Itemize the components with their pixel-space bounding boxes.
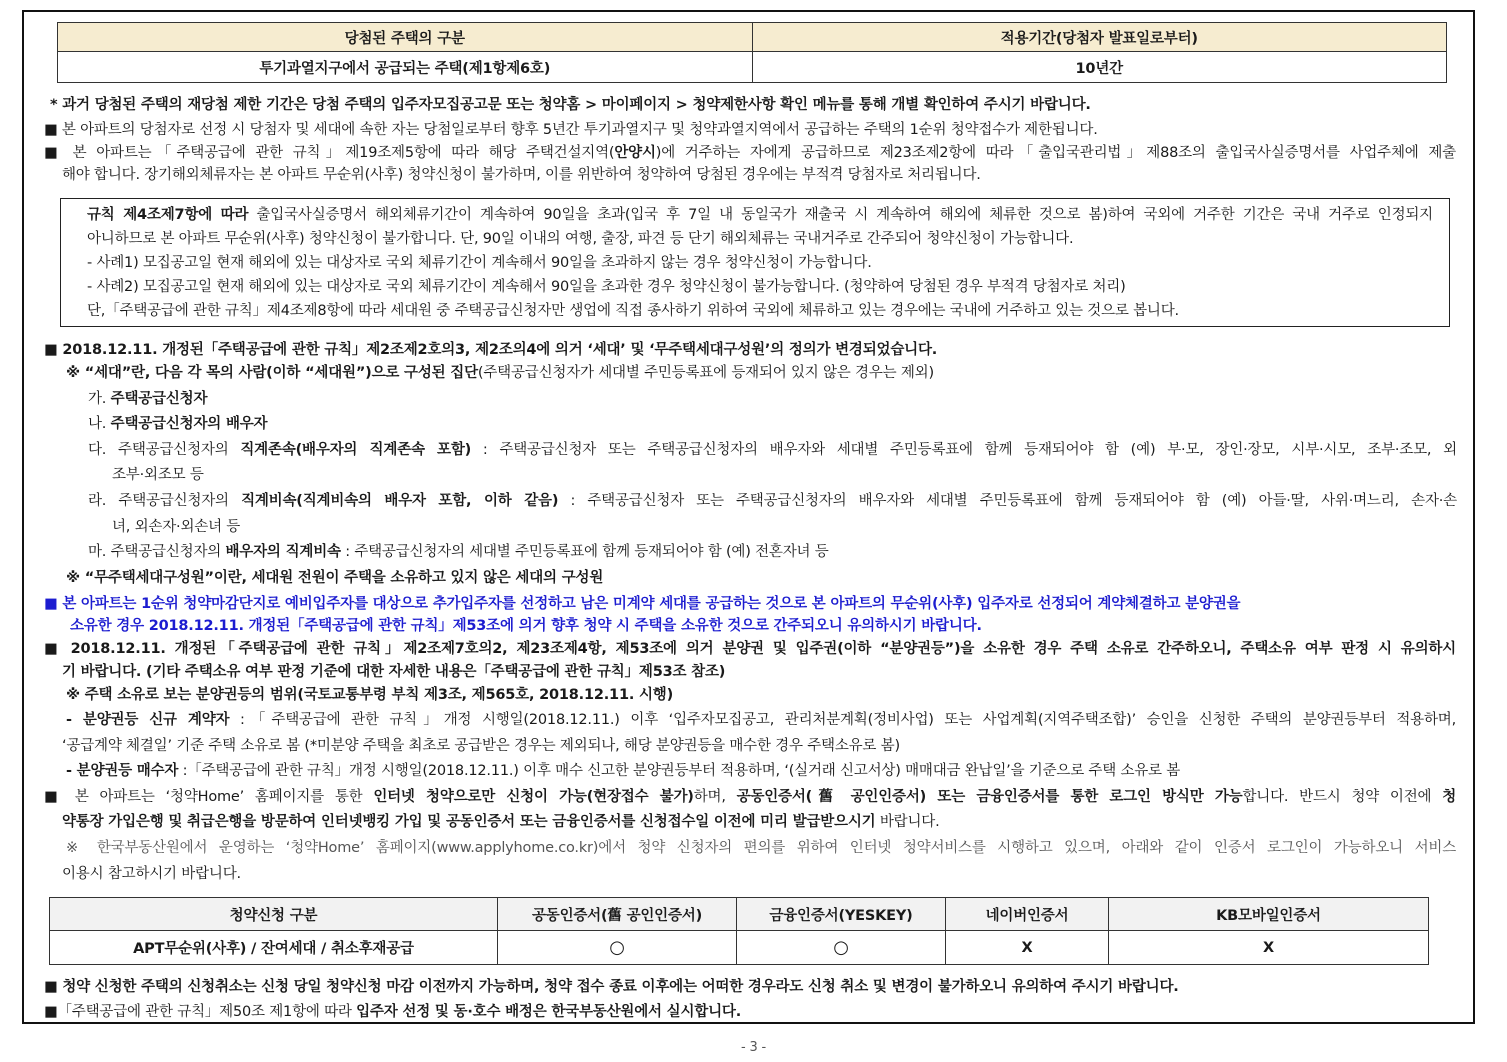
page-number: - 3 - (741, 1040, 766, 1055)
certificate-table (49, 897, 1429, 965)
note-line: ■ 본 아파트의 당첨자로 선정 시 당첨자 및 세대에 속한 자는 당첨일로부터 향후 5년간 투기과열지구 및 청약과열지역에서 공급하는 주택의 1순위 청약접수가 제한됩니다. (44, 122, 1098, 138)
table-cell: X (946, 931, 1109, 965)
box-line: - 사례2) 모집공고일 현재 해외에 있는 대상자로 국외 체류기간이 계속해서 90일을 초과한 경우 청약신청이 불가능합니다. (청약하여 당첨된 경우 부적격 당첨자로 처리) (87, 279, 1126, 295)
section-line: ※ “무주택세대구성원”이란, 세대원 전원이 주택을 소유하고 있지 않은 세대의 구성원 (66, 570, 604, 586)
table-header: KB모바일인증서 (1109, 898, 1429, 931)
note-line: ■ 본 아파트는「주택공급에 관한 규칙」제19조제5항에 따라 해당 주택건설지역(안양시)에 거주하는 자에게 공급하므로 제23조제2항에 따라「출입국관리법」제88조의 출입국사실증명서를 사업주체에 제출 (44, 145, 1456, 161)
table-header: 네이버인증서 (946, 898, 1109, 931)
list-item: 조부·외조모 등 (112, 467, 204, 483)
section-line: - 분양권등 신규 계약자 :「주택공급에 관한 규칙」개정 시행일(2018.12.11.) 이후 ‘입주자모집공고, 관리처분계획(정비사업) 또는 사업계획(지역주택조합)’ 승인을 신청한 주택의 분양권등부터 적용하며, (66, 712, 1456, 728)
table-cell: 투기과열지구에서 공급되는 주택(제1항제6호) (58, 52, 753, 83)
section-line: ※ 주택 소유로 보는 분양권등의 범위(국토교통부령 부칙 제3조, 제565호, 2018.12.11. 시행) (66, 687, 674, 703)
section-line: ※ “세대”란, 다음 각 목의 사람(이하 “세대원”)으로 구성된 집단(주택공급신청자가 세대별 주민등록표에 등재되어 있지 않은 경우는 제외) (66, 365, 934, 381)
table-cell: ○ (498, 931, 737, 965)
table-header: 공동인증서(舊 공인인증서) (498, 898, 737, 931)
list-item: 나. 주택공급신청자의 배우자 (88, 416, 268, 432)
table-header: 청약신청 구분 (50, 898, 498, 931)
table-cell: APT무순위(사후) / 잔여세대 / 취소후재공급 (50, 931, 498, 965)
list-item: 가. 주택공급신청자 (88, 391, 208, 407)
section-line: ‘공급계약 체결일’ 기준 주택 소유로 봄 (*미분양 주택을 최초로 공급받은 경우는 제외되나, 해당 분양권등을 매수한 경우 주택소유로 봄) (62, 738, 900, 754)
section-line: ■ 청약 신청한 주택의 신청취소는 신청 당일 청약신청 마감 이전까지 가능하며, 청약 접수 종료 이후에는 어떠한 경우라도 신청 취소 및 변경이 불가하오니 유의하여 주시기 바랍니다. (44, 979, 1179, 995)
overseas-stay-box (60, 198, 1450, 327)
section-line: ※ 한국부동산원에서 운영하는 ‘청약Home’ 홈페이지(www.applyhome.co.kr)에서 청약 신청자의 편의를 위하여 인터넷 청약서비스를 시행하고 있으며, 아래와 같이 인증서 로그인이 가능하오니 서비스 (66, 840, 1456, 856)
table-cell: X (1109, 931, 1429, 965)
section-line: - 분양권등 매수자 :「주택공급에 관한 규칙」개정 시행일(2018.12.11.) 이후 매수 신고한 분양권등부터 적용하며, ‘(실거래 신고서상) 매매대금 완납일’을 기준으로 주택 소유로 봄 (66, 763, 1181, 779)
list-item: 마. 주택공급신청자의 배우자의 직계비속 : 주택공급신청자의 세대별 주민등록표에 함께 등재되어야 함 (예) 전혼자녀 등 (88, 544, 829, 560)
section-line: 이용시 참고하시기 바랍니다. (62, 866, 241, 882)
document-page (22, 10, 1475, 1024)
table-cell: ○ (737, 931, 946, 965)
table-header: 당첨된 주택의 구분 (58, 23, 753, 52)
list-item: 다. 주택공급신청자의 직계존속(배우자의 직계존속 포함) : 주택공급신청자 또는 주택공급신청자의 배우자와 세대별 주민등록표에 함께 등재되어야 함 (예) 부·모, 장인·장모, 시부·시모, 조부·조모, 외 (88, 442, 1457, 458)
box-line: 아니하므로 본 아파트 무순위(사후) 청약신청이 불가합니다. 단, 90일 이내의 여행, 출장, 파견 등 단기 해외체류는 국내거주로 간주되어 청약신청이 가능합니다. (87, 231, 1074, 247)
warning-line: 소유한 경우 2018.12.11. 개정된「주택공급에 관한 규칙」제53조에 의거 향후 청약 시 주택을 소유한 것으로 간주되오니 유의하시기 바랍니다. (70, 618, 982, 634)
table-cell: 10년간 (752, 52, 1447, 83)
table-header: 적용기간(당첨자 발표일로부터) (752, 23, 1447, 52)
warning-line: ■ 본 아파트는 1순위 청약마감단지로 예비입주자를 대상으로 추가입주자를 선정하고 남은 미계약 세대를 공급하는 것으로 본 아파트의 무순위(사후) 입주자로 선정되어 계약체결하고 분양권을 (44, 596, 1241, 612)
section-line: ■「주택공급에 관한 규칙」제50조 제1항에 따라 입주자 선정 및 동·호수 배정은 한국부동산원에서 실시합니다. (44, 1004, 742, 1020)
section-line: ■ 2018.12.11. 개정된「주택공급에 관한 규칙」제2조제7호의2, 제23조제4항, 제53조에 의거 분양권 및 입주권(이하 “분양권등”)을 소유한 경우 주택 소유로 간주하오니, 주택소유 여부 판정 시 유의하시 (44, 641, 1456, 657)
table-header: 금융인증서(YESKEY) (737, 898, 946, 931)
section-line: ■ 2018.12.11. 개정된「주택공급에 관한 규칙」제2조제2호의3, 제2조의4에 의거 ‘세대’ 및 ‘무주택세대구성원’의 정의가 변경되었습니다. (44, 342, 938, 358)
restriction-period-table (57, 22, 1447, 83)
list-item: 녀, 외손자·외손녀 등 (112, 519, 241, 535)
box-line: 단,「주택공급에 관한 규칙」제4조제8항에 따라 세대원 중 주택공급신청자만 생업에 직접 종사하기 위하여 국외에 체류하고 있는 경우에는 국내에 거주하고 있는 것으로 봅니다. (87, 303, 1179, 319)
note-line: 해야 합니다. 장기해외체류자는 본 아파트 무순위(사후) 청약신청이 불가하며, 이를 위반하여 청약하여 당첨된 경우에는 부적격 당첨자로 처리됩니다. (62, 167, 981, 183)
section-line: 기 바랍니다. (기타 주택소유 여부 판정 기준에 대한 자세한 내용은「주택공급에 관한 규칙」제53조 참조) (62, 664, 726, 680)
section-line: ■ 본 아파트는 ‘청약Home’ 홈페이지를 통한 인터넷 청약으로만 신청이 가능(현장접수 불가)하며, 공동인증서(舊 공인인증서) 또는 금융인증서를 통한 로그인 방식만 가능합니다. 반드시 청약 이전에 청 (44, 789, 1457, 805)
box-line: - 사례1) 모집공고일 현재 해외에 있는 대상자로 국외 체류기간이 계속해서 90일을 초과하지 않는 경우 청약신청이 가능합니다. (87, 255, 872, 271)
box-line: 규칙 제4조제7항에 따라 출입국사실증명서 해외체류기간이 계속하여 90일을 초과(입국 후 7일 내 동일국가 재출국 시 계속하여 해외에 체류한 것으로 봄)하여 국외에 거주한 기간은 국내 거주로 인정되지 (87, 207, 1433, 223)
section-line: 약통장 가입은행 및 취급은행을 방문하여 인터넷뱅킹 가입 및 공동인증서 또는 금융인증서를 신청접수일 이전에 미리 발급받으시기 바랍니다. (62, 814, 940, 830)
list-item: 라. 주택공급신청자의 직계비속(직계비속의 배우자 포함, 이하 같음) : 주택공급신청자 또는 주택공급신청자의 배우자와 세대별 주민등록표에 함께 등재되어야 함 (예) 아들·딸, 사위·며느리, 손자·손 (88, 493, 1457, 509)
note-line: * 과거 당첨된 주택의 재당첨 제한 기간은 당첨 주택의 입주자모집공고문 또는 청약홈 > 마이페이지 > 청약제한사항 확인 메뉴를 통해 개별 확인하여 주시기 바랍니다. (50, 97, 1091, 113)
